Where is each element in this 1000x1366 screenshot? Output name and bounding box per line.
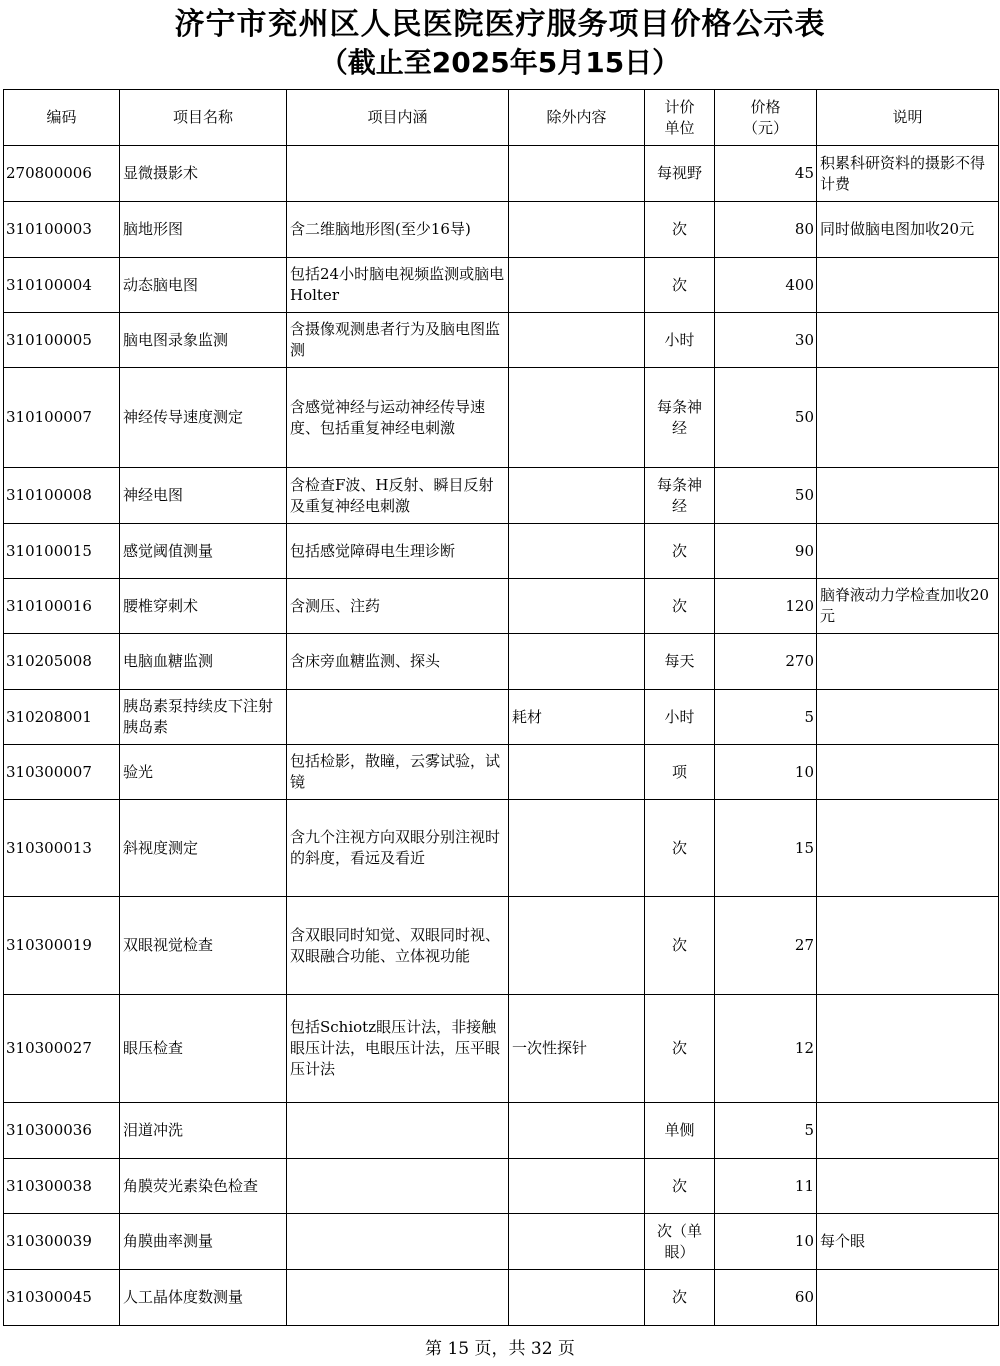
header-code: 编码 xyxy=(4,90,120,146)
cell-name: 神经电图 xyxy=(120,468,287,524)
cell-unit: 次 xyxy=(645,202,715,258)
cell-note xyxy=(817,258,999,313)
cell-excluded xyxy=(509,524,645,579)
cell-code: 310208001 xyxy=(4,690,120,745)
cell-name: 胰岛素泵持续皮下注射胰岛素 xyxy=(120,690,287,745)
cell-code: 310100004 xyxy=(4,258,120,313)
cell-code: 310100007 xyxy=(4,368,120,468)
cell-unit: 小时 xyxy=(645,690,715,745)
cell-note: 脑脊液动力学检查加收20元 xyxy=(817,579,999,634)
cell-unit: 每天 xyxy=(645,634,715,690)
cell-content: 含摄像观测患者行为及脑电图监测 xyxy=(287,313,509,368)
cell-note: 同时做脑电图加收20元 xyxy=(817,202,999,258)
cell-unit: 次 xyxy=(645,1270,715,1326)
cell-excluded xyxy=(509,897,645,995)
cell-note xyxy=(817,897,999,995)
cell-unit: 每条神经 xyxy=(645,468,715,524)
table-row xyxy=(4,800,999,897)
cell-excluded: 耗材 xyxy=(509,690,645,745)
price-table xyxy=(3,89,999,1326)
cell-note xyxy=(817,1159,999,1214)
header-name: 项目名称 xyxy=(120,90,287,146)
cell-note xyxy=(817,524,999,579)
cell-content: 包括Schiotz眼压计法，非接触眼压计法，电眼压计法，压平眼压计法 xyxy=(287,995,509,1103)
cell-name: 神经传导速度测定 xyxy=(120,368,287,468)
cell-price: 15 xyxy=(715,800,817,897)
cell-code: 270800006 xyxy=(4,146,120,202)
table-row xyxy=(4,634,999,690)
cell-name: 泪道冲洗 xyxy=(120,1103,287,1159)
cell-content: 包括检影，散瞳，云雾试验，试镜 xyxy=(287,745,509,800)
cell-price: 270 xyxy=(715,634,817,690)
table-row xyxy=(4,995,999,1103)
table-row xyxy=(4,368,999,468)
table-row xyxy=(4,745,999,800)
cell-code: 310300039 xyxy=(4,1214,120,1270)
cell-code: 310205008 xyxy=(4,634,120,690)
cell-code: 310300036 xyxy=(4,1103,120,1159)
cell-price: 80 xyxy=(715,202,817,258)
cell-unit: 次 xyxy=(645,1159,715,1214)
cell-code: 310300007 xyxy=(4,745,120,800)
cell-unit: 项 xyxy=(645,745,715,800)
cell-excluded xyxy=(509,634,645,690)
page-subtitle-date: （截止至2025年5月15日） xyxy=(319,46,681,79)
cell-excluded xyxy=(509,800,645,897)
cell-unit: 单侧 xyxy=(645,1103,715,1159)
header-note: 说明 xyxy=(817,90,999,146)
cell-unit: 次（单眼） xyxy=(645,1214,715,1270)
table-row xyxy=(4,1159,999,1214)
cell-name: 电脑血糖监测 xyxy=(120,634,287,690)
cell-name: 角膜荧光素染色检查 xyxy=(120,1159,287,1214)
cell-note xyxy=(817,468,999,524)
cell-name: 斜视度测定 xyxy=(120,800,287,897)
cell-code: 310300027 xyxy=(4,995,120,1103)
table-row xyxy=(4,313,999,368)
cell-content: 含感觉神经与运动神经传导速度、包括重复神经电刺激 xyxy=(287,368,509,468)
cell-unit: 次 xyxy=(645,579,715,634)
cell-note xyxy=(817,745,999,800)
cell-content: 含床旁血糖监测、探头 xyxy=(287,634,509,690)
cell-unit: 每视野 xyxy=(645,146,715,202)
cell-price: 60 xyxy=(715,1270,817,1326)
table-row xyxy=(4,690,999,745)
cell-unit: 次 xyxy=(645,524,715,579)
cell-excluded xyxy=(509,313,645,368)
cell-price: 30 xyxy=(715,313,817,368)
page-title: 济宁市兖州区人民医院医疗服务项目价格公示表 xyxy=(174,7,826,42)
cell-price: 5 xyxy=(715,1103,817,1159)
cell-content: 含二维脑地形图(至少16导) xyxy=(287,202,509,258)
cell-code: 310100003 xyxy=(4,202,120,258)
cell-code: 310300013 xyxy=(4,800,120,897)
cell-price: 12 xyxy=(715,995,817,1103)
cell-price: 10 xyxy=(715,1214,817,1270)
cell-code: 310300038 xyxy=(4,1159,120,1214)
table-row xyxy=(4,1103,999,1159)
cell-price: 90 xyxy=(715,524,817,579)
cell-code: 310100016 xyxy=(4,579,120,634)
cell-content: 含双眼同时知觉、双眼同时视、双眼融合功能、立体视功能 xyxy=(287,897,509,995)
cell-name: 脑地形图 xyxy=(120,202,287,258)
cell-content: 包括24小时脑电视频监测或脑电Holter xyxy=(287,258,509,313)
cell-content xyxy=(287,146,509,202)
cell-content: 含九个注视方向双眼分别注视时的斜度，看远及看近 xyxy=(287,800,509,897)
cell-name: 显微摄影术 xyxy=(120,146,287,202)
cell-name: 脑电图录象监测 xyxy=(120,313,287,368)
cell-note xyxy=(817,1103,999,1159)
cell-content xyxy=(287,1103,509,1159)
cell-excluded xyxy=(509,1103,645,1159)
cell-note xyxy=(817,690,999,745)
cell-unit: 次 xyxy=(645,258,715,313)
cell-name: 双眼视觉检查 xyxy=(120,897,287,995)
table-row xyxy=(4,258,999,313)
cell-excluded xyxy=(509,1159,645,1214)
table-row xyxy=(4,202,999,258)
cell-content xyxy=(287,1214,509,1270)
cell-code: 310100015 xyxy=(4,524,120,579)
cell-price: 45 xyxy=(715,146,817,202)
cell-excluded xyxy=(509,1270,645,1326)
cell-note xyxy=(817,368,999,468)
cell-name: 人工晶体度数测量 xyxy=(120,1270,287,1326)
cell-note: 积累科研资料的摄影不得计费 xyxy=(817,146,999,202)
header-excluded: 除外内容 xyxy=(509,90,645,146)
header-price: 价格（元） xyxy=(715,90,817,146)
table-row xyxy=(4,897,999,995)
cell-content xyxy=(287,1159,509,1214)
cell-code: 310300019 xyxy=(4,897,120,995)
table-row xyxy=(4,1270,999,1326)
cell-note xyxy=(817,1270,999,1326)
cell-unit: 次 xyxy=(645,800,715,897)
table-row xyxy=(4,1214,999,1270)
header-content: 项目内涵 xyxy=(287,90,509,146)
cell-excluded xyxy=(509,745,645,800)
cell-note xyxy=(817,800,999,897)
cell-price: 50 xyxy=(715,468,817,524)
cell-excluded xyxy=(509,202,645,258)
cell-price: 120 xyxy=(715,579,817,634)
cell-excluded xyxy=(509,146,645,202)
cell-name: 眼压检查 xyxy=(120,995,287,1103)
cell-code: 310300045 xyxy=(4,1270,120,1326)
cell-note xyxy=(817,634,999,690)
table-row xyxy=(4,468,999,524)
cell-excluded xyxy=(509,258,645,313)
cell-price: 10 xyxy=(715,745,817,800)
cell-name: 角膜曲率测量 xyxy=(120,1214,287,1270)
cell-excluded xyxy=(509,1214,645,1270)
cell-excluded: 一次性探针 xyxy=(509,995,645,1103)
cell-excluded xyxy=(509,368,645,468)
cell-content xyxy=(287,1270,509,1326)
cell-name: 验光 xyxy=(120,745,287,800)
cell-name: 动态脑电图 xyxy=(120,258,287,313)
cell-price: 400 xyxy=(715,258,817,313)
cell-note xyxy=(817,995,999,1103)
cell-price: 11 xyxy=(715,1159,817,1214)
table-row xyxy=(4,579,999,634)
cell-code: 310100005 xyxy=(4,313,120,368)
cell-content xyxy=(287,690,509,745)
cell-unit: 小时 xyxy=(645,313,715,368)
cell-content: 含检查F波、H反射、瞬目反射及重复神经电刺激 xyxy=(287,468,509,524)
cell-price: 50 xyxy=(715,368,817,468)
cell-price: 5 xyxy=(715,690,817,745)
cell-unit: 次 xyxy=(645,897,715,995)
cell-price: 27 xyxy=(715,897,817,995)
cell-content: 包括感觉障碍电生理诊断 xyxy=(287,524,509,579)
cell-excluded xyxy=(509,468,645,524)
cell-note xyxy=(817,313,999,368)
cell-name: 感觉阈值测量 xyxy=(120,524,287,579)
cell-unit: 每条神经 xyxy=(645,368,715,468)
cell-note: 每个眼 xyxy=(817,1214,999,1270)
cell-code: 310100008 xyxy=(4,468,120,524)
cell-name: 腰椎穿刺术 xyxy=(120,579,287,634)
page-footer: 第 15 页，共 32 页 xyxy=(425,1339,575,1359)
cell-content: 含测压、注药 xyxy=(287,579,509,634)
table-header-row xyxy=(4,90,999,146)
table-row xyxy=(4,524,999,579)
table-row xyxy=(4,146,999,202)
cell-unit: 次 xyxy=(645,995,715,1103)
header-unit: 计价单位 xyxy=(645,90,715,146)
cell-excluded xyxy=(509,579,645,634)
